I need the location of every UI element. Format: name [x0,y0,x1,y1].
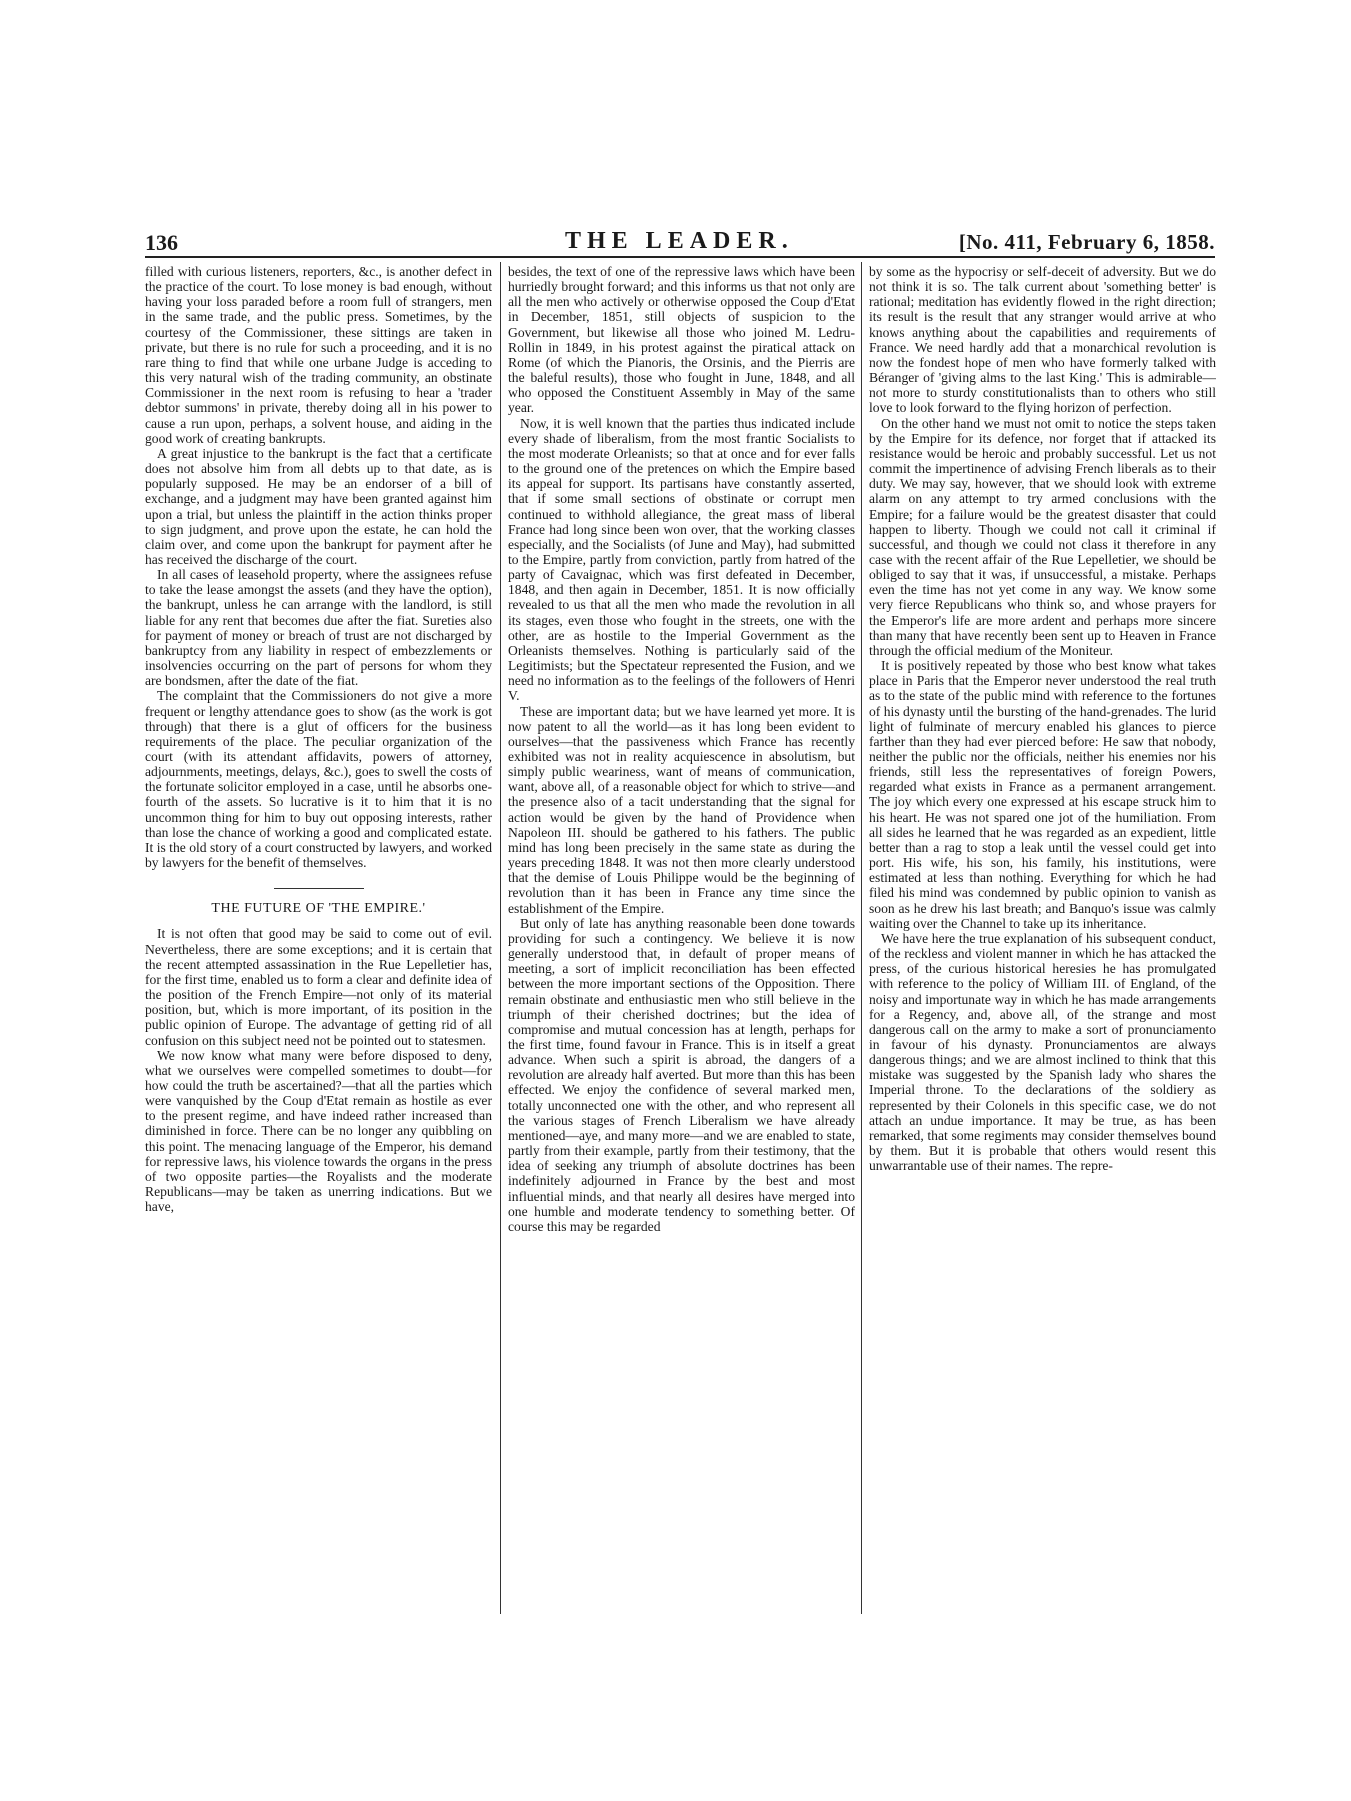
paragraph: We now know what many were before disposed to deny, what we ourselves were compelled sometimes to doubt—for how could the truth be ascertained?—that all the parties which were vanquished by the Coup d'Etat remain as hostile as ever to the present regime, and have indeed rather increased than diminished in force. There can be no longer any quibbling on this point. The menacing language of the Emperor, his demand for repressive laws, his violence towards the organs in the press of two opposite parties—the Royalists and the moderate Republicans—may be taken as unerring indications. But we have, [145,1047,492,1215]
text-column-2 [508,264,855,1609]
page-header [145,230,1215,258]
section-divider [274,888,364,889]
issue-date: [No. 411, February 6, 1858. [958,230,1215,254]
paragraph: But only of late has anything reasonable been done towards providing for such a contingency. We believe it is now generally understood that, in default of proper means of meeting, a sort of implicit reconciliation has been effected between the more important sections of the Opposition. There remain obstinate and enthusiastic men who still believe in the triumph of their cherished doctrines; but the idea of compromise and mutual concession has at length, perhaps for the first time, found favour in France. This is in itself a great advance. When such a spirit is abroad, the dangers of a revolution are already half averted. But more than this has been effected. We enjoy the confidence of several marked men, totally unconnected one with the other, and who represent all the various stages of French Liberalism we have already mentioned—aye, and many more—and we are enabled to state, partly from their example, partly from their testimony, that the idea of seeking any triumph of absolute doctrines has been indefinitely adjourned in France by the best and most influential minds, and that nearly all desires have merged into one humble and moderate tendency to something better. Of course this may be regarded [508,915,855,1234]
paragraph: Now, it is well known that the parties thus indicated include every shade of liberalism, from the most frantic Socialists to the most moderate Orleanists; so that at once and for ever falls to the ground one of the pretences on which the Empire based its appeal for support. Its partisans have constantly asserted, that if some small sections of obstinate or corrupt men continued to withhold allegiance, the great mass of liberal France had long since been won over, that the working classes especially, and the Socialists (of June and May), had submitted to the Empire, partly from conviction, partly from hatred of the party of Cavaignac, which was first defeated in December, 1848, and then again in December, 1851. It is now officially revealed to us that all the men who made the revolution in all its stages, even those who fought in the streets, one with the other, are as hostile to the Imperial Government as the Orleanists themselves. Nothing is particularly said of the Legitimists; but the Spectateur represented the Fusion, and we need no information as to the feelings of the followers of Henri V. [508,415,855,704]
paragraph: In all cases of leasehold property, where the assignees refuse to take the lease amongst the assets (and they have the option), the bankrupt, unless he can arrange with the landlord, is still liable for any rent that becomes due after the fiat. Sureties also for payment of money or breach of trust are not discharged by bankruptcy from any liability in respect of embezzlements or insolvencies occurring on the part of persons for whom they are bondsmen, after the date of the fiat. [145,567,492,689]
text-column-1 [145,264,492,1609]
paragraph: by some as the hypocrisy or self-deceit of adversity. But we do not think it is so. The talk current about 'something better' is rational; meditation has evidently flowed in the right direction; its result is the result that any stranger would arrive at who knows anything about the capabilities and requirements of France. We need hardly add that a monarchical revolution is now the fondest hope of men who have formerly talked with Béranger of 'giving alms to the last King.' This is admirable—not more to sturdy constitutionalists than to others who still love to look forward to the flying horizon of perfection. [869,264,1216,416]
article-headline: THE FUTURE OF 'THE EMPIRE.' [211,901,426,917]
paragraph: These are important data; but we have learned yet more. It is now patent to all the world—as it has long been evident to ourselves—that the passiveness which France has recently exhibited was not in reality acquiescence in absolutism, but simply public weariness, want of means of communication, want, above all, of a reasonable object for which to strive—and the presence also of a tacit understanding that the signal for action would be given by the hand of Providence when Napoleon III. should be gathered to his fathers. The public mind has long been precisely in the same state as during the years preceding 1848. It was not then more clearly understood that the demise of Louis Philippe would be the beginning of revolution than it has been in France any time since the establishment of the Empire. [508,703,855,916]
paragraph: A great injustice to the bankrupt is the fact that a certificate does not absolve him from all debts up to that date, as is popularly supposed. He may be an endorser of a bill of exchange, and a judgment may have been granted against him upon a trial, but unless the plaintiff in the action thinks proper to sign judgment, and prove upon the estate, he can hold the claim over, and come upon the bankrupt for payment after he has received the discharge of the court. [145,445,492,567]
paragraph: It is not often that good may be said to come out of evil. Nevertheless, there are some exceptions; and it is certain that the recent attempted assassination in the Rue Lepelletier has, for the first time, enabled us to form a clear and definite idea of the position of the French Empire—not only of its material position, but, which is more important, of its position in the public opinion of Europe. The advantage of getting rid of all confusion on this subject need not be pointed out to statesmen. [145,926,492,1048]
text-column-3 [869,264,1216,1609]
column-divider [861,262,862,1614]
column-divider [500,262,501,1614]
paragraph: On the other hand we must not omit to notice the steps taken by the Empire for its defence, nor forget that if attacked its resistance would be heroic and probably successful. Let us not commit the impertinence of advising French liberals as to their duty. We may say, however, that we should look with extreme alarm on any attempt to try armed conclusions with the Empire; for a failure would be the greatest disaster that could happen to liberty. Though we could not call it criminal if successful, and though we could not class it therefore in any case with the recent affair of the Rue Lepelletier, we should be obliged to say that it was, if unsuccessful, a mistake. Perhaps even the time has not yet come in any way. We know some very fierce Republicans who think so, and whose prayers for the Emperor's life are more ardent and perhaps more sincere than many that have recently been sent up to Heaven in France through the official medium of the Moniteur. [869,415,1216,658]
paragraph: besides, the text of one of the repressive laws which have been hurriedly brought forward; and this informs us that not only are all the men who actively or otherwise opposed the Coup d'Etat in December, 1851, still objects of suspicion to the Government, but likewise all those who joined M. Ledru-Rollin in 1849, in his protest against the piratical attack on Rome (of which the Pianoris, the Orsinis, and the Pierris are the baleful results), those who fought in June, 1848, and all who opposed the Constituent Assembly in May of the same year. [508,264,855,416]
paragraph: It is positively repeated by those who best know what takes place in Paris that the Emperor never understood the real truth as to the state of the public mind with reference to the fortunes of his dynasty until the bursting of the hand-grenades. The lurid light of fulminate of mercury enabled his glances to pierce farther than they had ever pierced before: He saw that nobody, neither the public nor the officials, neither his enemies nor his friends, still less the representatives of foreign Powers, regarded what exists in France as a permanent arrangement. The joy which every one expressed at his escape struck him to his heart. He was not spared one jot of the humiliation. From all sides he learned that he was regarded as an expedient, little better than a rag to stop a leak until the vessel could get into port. His wife, his son, his family, his institutions, were estimated at less than nothing. Everything for which he had filed his mind was condemned by public opinion to vanish as soon as he drew his last breath; and Banquo's issue was calmly waiting over the Channel to take up its inheritance. [869,658,1216,931]
paragraph: We have here the true explanation of his subsequent conduct, of the reckless and violent manner in which he has attacked the press, of the curious historical heresies he has promulgated with reference to the policy of William III. of England, of the noisy and importunate way in which he has made arrangements for a Regency, and, above all, of the strange and most dangerous call on the army to make a sort of pronunciamento in favour of his dynasty. Pronunciamentos are always dangerous things; and we are almost inclined to think that this mistake was suggested by the Spanish lady who shares the Imperial throne. To the declarations of the soldiery as represented by their Colonels in this specific case, we do not attach an undue importance. It may be true, as has been remarked, that some regiments may consider themselves bound by them. But it is probable that others would resent this unwarrantable use of their names. The repre- [869,930,1216,1174]
page-number: 136 [145,230,178,255]
paragraph: The complaint that the Commissioners do not give a more frequent or lengthy attendance goes to show (as the work is got through) that there is a glut of officers for the business requirements of the place. The peculiar organization of the court (with its attendant affidavits, powers of attorney, adjournments, meetings, delays, &c.), goes to swell the costs of the fortunate solicitor employed in a case, until he absorbs one-fourth of the assets. So lucrative is it to him that it is no uncommon thing for him to buy out opposing interests, rather than lose the chance of working a good and complicated estate. It is the old story of a court constructed by lawyers, and worked by lawyers for the benefit of themselves. [145,688,492,871]
masthead-title: THE LEADER. [565,228,794,254]
paragraph: filled with curious listeners, reporters, &c., is another defect in the practice of the court. To lose money is bad enough, without having your loss paraded before a room full of strangers, men in the same trade, and the public press. Sometimes, by the courtesy of the Commissioner, these sittings are taken in private, but there is no rule for such a proceeding, and it is no rare thing to find that while one urbane Judge is acceding to this very natural wish of the trading community, an obstinate Commissioner in the next room is refusing to hear a 'trader debtor summons' in private, thereby doing all in his power to cause a run upon, perhaps, a solvent house, and aiding in the good work of creating bankrupts. [145,264,492,446]
